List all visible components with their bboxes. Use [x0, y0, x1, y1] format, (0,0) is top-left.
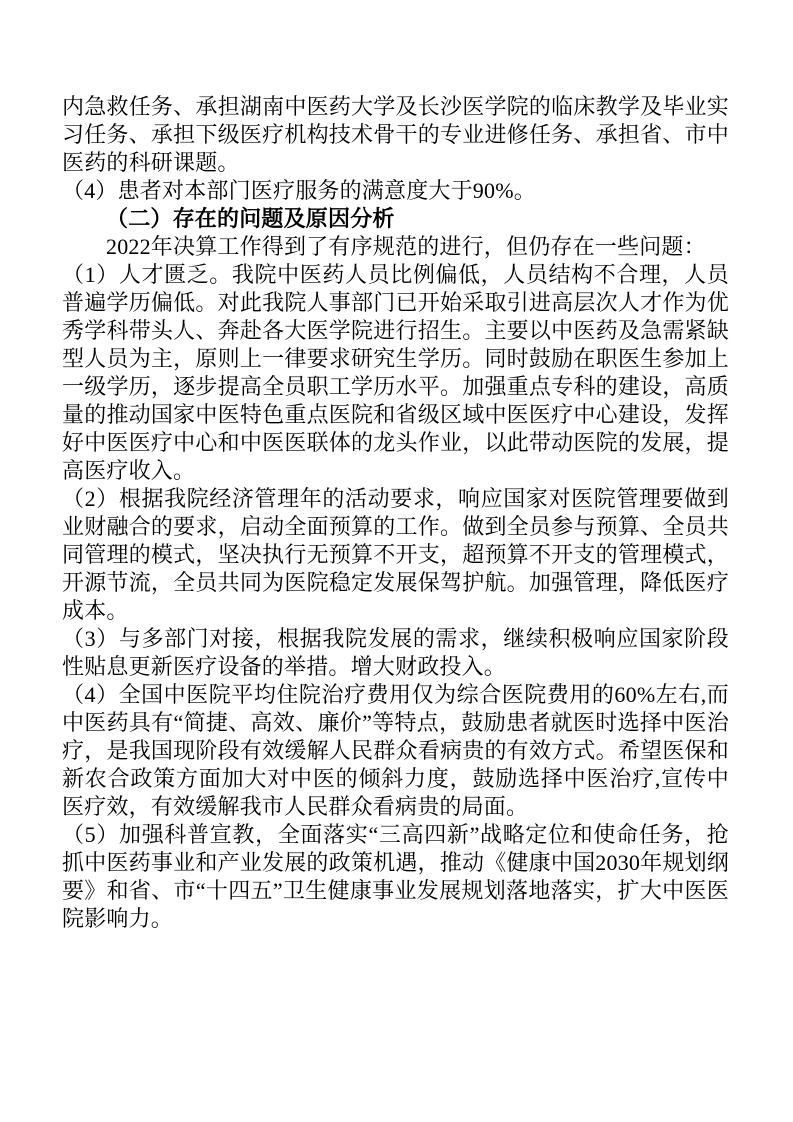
section-heading-problems-and-analysis: （二）存在的问题及原因分析: [106, 206, 395, 231]
paragraph-continuation-teaching-tasks: 内急救任务、承担湖南中医药大学及长沙医学院的临床教学及毕业实习任务、承担下级医疗机构技术骨干的专业进修任务、承担省、市中医药的科研课题。: [62, 94, 729, 175]
paragraph-problem-5-science-publicity: （5）加强科普宣教，全面落实“三高四新”战略定位和使命任务，抢抓中医药事业和产业发展的政策机遇，推动《健康中国2030年规划纲要》和省、市“十四五”卫生健康事业发展规划落地落实，扩大中医医院影响力。: [62, 822, 729, 931]
paragraph-intro-2022-final-accounts: 2022年决算工作得到了有序规范的进行，但仍存在一些问题：: [106, 234, 706, 259]
paragraph-problem-2-budget-management: （2）根据我院经济管理年的活动要求，响应国家对医院管理要做到业财融合的要求，启动全面预算的工作。做到全员参与预算、全员共同管理的模式，坚决执行无预算不开支，超预算不开支的管理模式，开源节流，全员共同为医院稳定发展保驾护航。加强管理，降低医疗成本。: [62, 486, 729, 623]
paragraph-problem-4-tcm-cost-advantage: （4）全国中医院平均住院治疗费用仅为综合医院费用的60%左右,而中医药具有“简捷、高效、廉价”等特点，鼓励患者就医时选择中医治疗，是我国现阶段有效缓解人民群众看病贵的有效方式。希望医保和新农合政策方面加大对中医的倾斜力度，鼓励选择中医治疗,宣传中医疗效，有效缓解我市人民群众看病贵的局面。: [62, 682, 729, 819]
paragraph-problem-3-equipment-funding: （3）与多部门对接，根据我院发展的需求，继续积极响应国家阶段性贴息更新医疗设备的举措。增大财政投入。: [62, 626, 729, 679]
paragraph-problem-1-talent-shortage: （1）人才匮乏。我院中医药人员比例偏低，人员结构不合理，人员普遍学历偏低。对此我院人事部门已开始采取引进高层次人才作为优秀学科带头人、奔赴各大医学院进行招生。主要以中医药及急需紧缺型人员为主，原则上一律要求研究生学历。同时鼓励在职医生参加上一级学历，逐步提高全员职工学历水平。加强重点专科的建设，高质量的推动国家中医特色重点医院和省级区域中医医疗中心建设，发挥好中医医疗中心和中医医联体的龙头作业，以此带动医院的发展，提高医疗收入。: [62, 262, 729, 483]
paragraph-item-patient-satisfaction: （4）患者对本部门医疗服务的满意度大于90%。: [62, 178, 536, 203]
